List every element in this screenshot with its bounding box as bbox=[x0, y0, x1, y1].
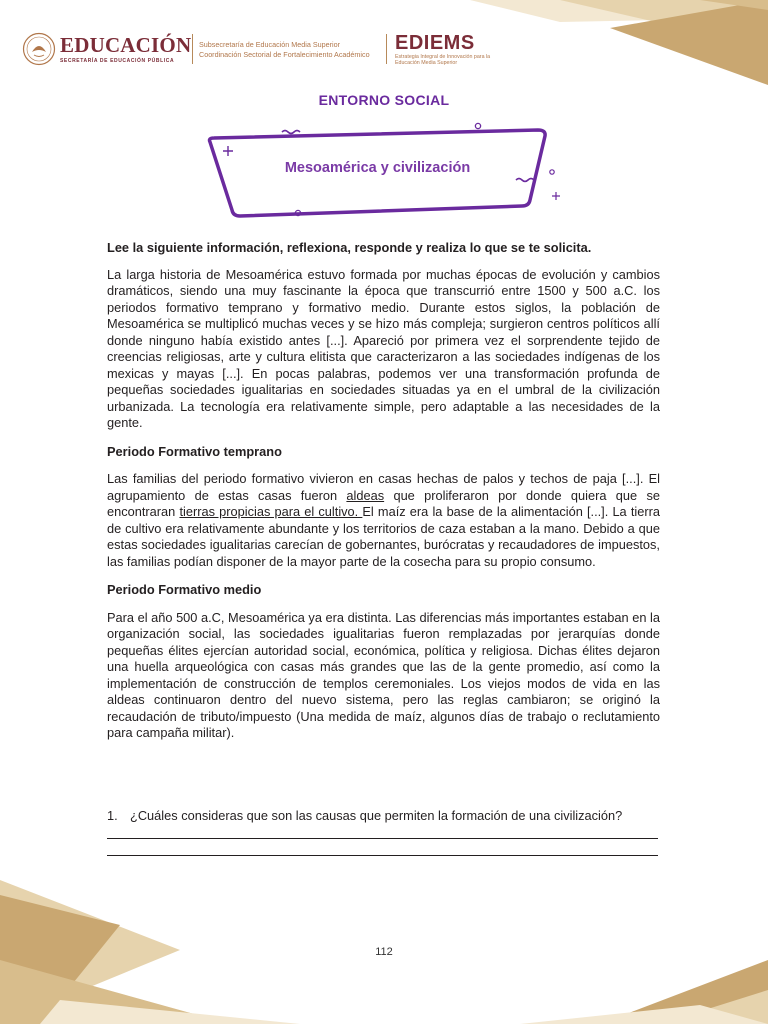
ediems-subtitle-2: Educación Media Superior bbox=[395, 60, 458, 66]
intro-paragraph: La larga historia de Mesoamérica estuvo formada por muchas épocas de evolución y cambios dramáticos, siendo una muy fascinante la época que transcurrió entre 1500 y 500 a.C. los periodos formativo temprano y formativo medio. Durante estos siglos, la población de Mesoamérica se multiplicó muchas veces y se hizo más compleja; surgieron centros políticos allí donde ninguno había existido antes [...]. Apareció por primera vez el sorprendente tejido de creencias religiosas, arte y cultura elitista que caracterizaron a las sociedades indígenas de los mexicas y mayas [...]. En pocas palabras, podemos ver una transformación profunda de pequeñas sociedades igualitarias en sociedades situadas ya en el umbral de la civilización urbanizada. La tecnología era relativamente simple, pero adaptable a las necesidades de la gente. bbox=[107, 266, 660, 430]
header-divider bbox=[192, 34, 193, 64]
education-logo-subtitle: SECRETARÍA DE EDUCACIÓN PÚBLICA bbox=[60, 58, 175, 64]
paragraph-text: El maíz era la base de la alimentación [...]. La tierra de cultivo era relativamente abundante y los territorios de caza estaban a la mano. Debido a que estas sociedades igualitarias carecían de gobernantes, burócratas y recaudadores de impuestos, las familias podían disponer de la mayor parte de la cosecha para su propio consumo. bbox=[107, 504, 660, 569]
header-divider-2 bbox=[386, 34, 387, 64]
reading-content bbox=[107, 240, 660, 754]
page-number: 112 bbox=[375, 946, 393, 958]
question-number: 1. bbox=[107, 808, 118, 823]
paragraph-text: que proliferaron por donde quiera que se encontraran bbox=[107, 487, 660, 519]
answer-line-2[interactable] bbox=[107, 855, 658, 856]
underlined-tierras: tierras propicias para el cultivo. bbox=[179, 504, 363, 519]
coordinacion-line: Coordinación Sectorial de Fortalecimiento Académico bbox=[199, 50, 370, 59]
heading-formativo-temprano: Periodo Formativo temprano bbox=[107, 443, 282, 459]
subsecretaria-line: Subsecretaría de Educación Media Superior bbox=[199, 40, 341, 49]
underlined-aldeas: aldeas bbox=[346, 487, 385, 503]
question-text: ¿Cuáles consideras que son las causas que permiten la formación de una civilización? bbox=[130, 808, 623, 823]
instruction-text: Lee la siguiente información, reflexiona, responde y realiza lo que se te solicita. bbox=[107, 240, 592, 255]
heading-formativo-medio: Periodo Formativo medio bbox=[107, 582, 262, 597]
section-title: ENTORNO SOCIAL bbox=[318, 92, 450, 108]
coat-of-arms-icon bbox=[22, 32, 56, 66]
ediems-subtitle-1: Estrategia Integral de Innovación para la bbox=[395, 54, 491, 60]
formativo-temprano-paragraph bbox=[107, 471, 660, 570]
education-logo-title: EDUCACIÓN bbox=[60, 33, 192, 57]
paragraph-text: Las familias del periodo formativo vivieron en casas hechas de palos y techos de paja [...]. El agrupamiento de estas casas fueron bbox=[107, 471, 660, 503]
header bbox=[22, 30, 492, 70]
question-1 bbox=[107, 808, 667, 824]
answer-line-1[interactable] bbox=[107, 838, 658, 839]
banner-title: Mesoamérica y civilización bbox=[284, 160, 471, 176]
ediems-logo: EDIEMS bbox=[395, 32, 475, 54]
formativo-medio-paragraph: Para el año 500 a.C, Mesoamérica ya era distinta. Las diferencias más importantes estaban en la organización social, las sociedades igualitarias fueron remplazadas por jerarquías donde pequeñas élites ejercían autoridad social, económica, política y religiosa. Dichas élites dejaron una huella arqueológica con casas más grandes que las de la gente promedio, así como la implementación de construcción de templos ceremoniales. Los viejos modos de vida en las aldeas continuaron dentro del nuevo sistema, pero las reglas cambiaron; se originó la recaudación de tributo/impuesto (Una medida de maíz, algunos días de trabajo o reclutamiento para campaña militar). bbox=[107, 609, 660, 740]
